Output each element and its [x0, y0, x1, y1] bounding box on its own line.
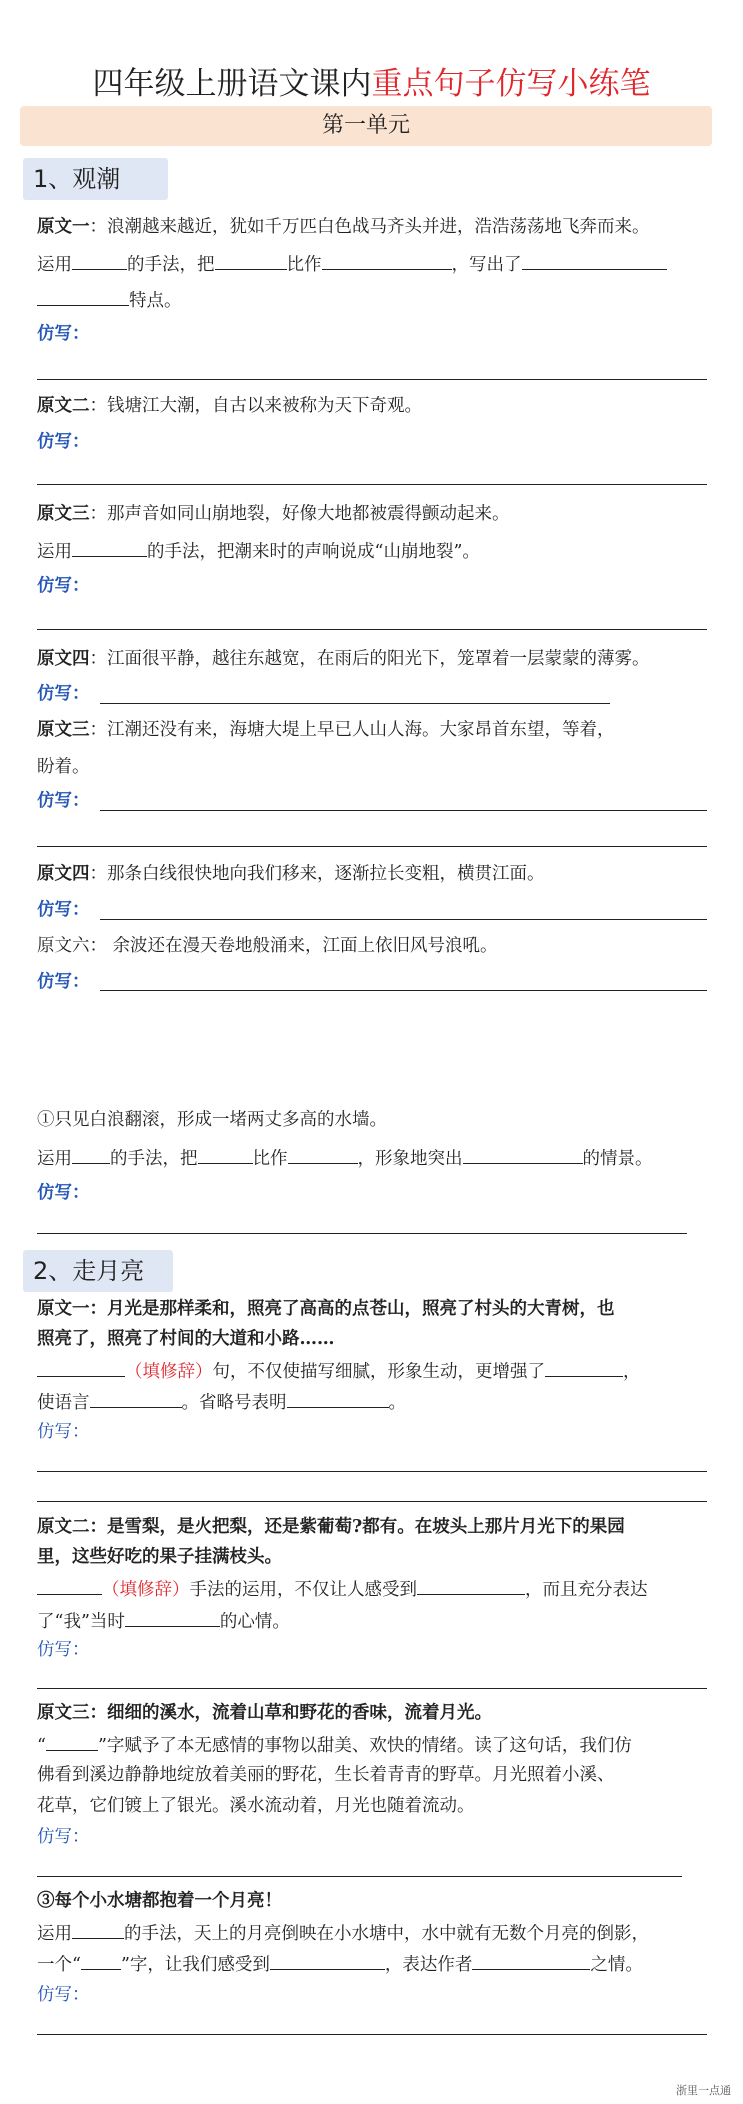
- fill-blank[interactable]: [37, 1576, 102, 1595]
- rhetoric-hint: （填修辞）: [125, 1362, 213, 1382]
- imitate-label: 仿写：: [37, 1183, 90, 1203]
- imitate-label: 仿写：: [37, 1422, 90, 1442]
- fill-blank[interactable]: [288, 1145, 358, 1164]
- source-text-s2-3: 原文三：细细的溪水，流着山草和野花的香味，流着月光。: [37, 1703, 492, 1723]
- footer-watermark: 浙里一点通: [676, 2084, 731, 2097]
- rhetoric-hint: （填修辞）: [102, 1580, 190, 1600]
- question-s2-3-line3: 花草，它们镀上了银光。溪水流动着，月光也随着流动。: [37, 1796, 475, 1816]
- fill-blank[interactable]: [81, 1951, 121, 1970]
- writing-line[interactable]: [37, 379, 707, 380]
- fill-blank[interactable]: [37, 1358, 125, 1377]
- fill-blank[interactable]: [270, 1951, 385, 1970]
- question-s2-2-cont: 了“我”当时 的心情。: [37, 1608, 737, 1634]
- question-3: 运用 的手法，把潮来时的声响说成“山崩地裂”。: [37, 538, 737, 564]
- writing-line[interactable]: [37, 2034, 707, 2035]
- page-title: 四年级上册语文课内重点句子仿写小练笔: [92, 66, 651, 102]
- writing-line[interactable]: [100, 703, 610, 704]
- fill-blank[interactable]: [463, 1145, 583, 1164]
- fill-blank[interactable]: [72, 1920, 124, 1939]
- writing-line[interactable]: [100, 990, 707, 991]
- source-text-2: 原文二：钱塘江大潮，自古以来被称为天下奇观。: [37, 396, 422, 416]
- fill-blank[interactable]: [125, 1608, 220, 1627]
- imitate-label: 仿写：: [37, 576, 90, 596]
- fill-blank[interactable]: [287, 1389, 389, 1408]
- imitate-label: 仿写：: [37, 324, 90, 344]
- title-highlight: 重点句子仿写小练笔: [371, 66, 651, 102]
- writing-line[interactable]: [37, 1471, 707, 1472]
- question-s2-4: 运用 的手法，天上的月亮倒映在小水塘中，水中就有无数个月亮的倒影，: [37, 1920, 737, 1946]
- source-text-4: 原文四：江面很平静，越往东越宽，在雨后的阳光下，笼罩着一层蒙蒙的薄雾。: [37, 649, 650, 669]
- source-text-3: 原文三：那声音如同山崩地裂，好像大地都被震得颤动起来。: [37, 504, 510, 524]
- writing-line[interactable]: [100, 810, 707, 811]
- writing-line[interactable]: [37, 1233, 687, 1234]
- source-text-1: 原文一：浪潮越来越近，犹如千万匹白色战马齐头并进，浩浩荡荡地飞奔而来。: [37, 217, 650, 237]
- source-text-s2-1-cont: 照亮了，照亮了村间的大道和小路……: [37, 1329, 335, 1349]
- question-s2-1: （填修辞）句，不仅使描写细腻，形象生动，更增强了 ，: [37, 1358, 737, 1384]
- question-s2-4-cont: 一个“ ”字，让我们感受到 ，表达作者 之情。: [37, 1951, 737, 1977]
- source-text-s2-2-cont: 里，这些好吃的果子挂满枝头。: [37, 1547, 282, 1567]
- fill-blank[interactable]: [46, 1732, 98, 1751]
- section-heading-guanchao: 1、观潮: [23, 158, 168, 200]
- question-s2-3: “ ”字赋予了本无感情的事物以甜美、欢快的情绪。读了这句话，我们仿: [37, 1732, 737, 1758]
- question-8: 运用 的手法，把 比作 ，形象地突出 的情景。: [37, 1145, 737, 1171]
- imitate-label: 仿写：: [37, 684, 90, 704]
- imitate-label: 仿写：: [37, 791, 90, 811]
- writing-line[interactable]: [37, 1501, 707, 1502]
- source-text-6: 原文四：那条白线很快地向我们移来，逐渐拉长变粗，横贯江面。: [37, 864, 545, 884]
- fill-blank[interactable]: [90, 1389, 182, 1408]
- fill-blank[interactable]: [72, 538, 147, 557]
- fill-blank[interactable]: [198, 1145, 253, 1164]
- imitate-label: 仿写：: [37, 1827, 90, 1847]
- writing-line[interactable]: [100, 919, 707, 920]
- fill-blank[interactable]: [37, 287, 129, 306]
- fill-blank[interactable]: [472, 1951, 590, 1970]
- imitate-label: 仿写：: [37, 972, 90, 992]
- question-s2-1-cont: 使语言 。省略号表明 。: [37, 1389, 737, 1415]
- question-s2-2: （填修辞）手法的运用，不仅让人感受到 ，而且充分表达: [37, 1576, 737, 1602]
- fill-blank[interactable]: [72, 251, 127, 270]
- imitate-label: 仿写：: [37, 1640, 90, 1660]
- source-text-5: 原文三：江潮还没有来，海塘大堤上早已人山人海。大家昂首东望，等着，: [37, 720, 615, 740]
- writing-line[interactable]: [37, 846, 707, 847]
- unit-banner: 第一单元: [20, 106, 712, 146]
- source-text-s2-4: ③每个小水塘都抱着一个月亮！: [37, 1891, 282, 1911]
- fill-blank[interactable]: [522, 251, 667, 270]
- source-text-s2-2: 原文二：是雪梨，是火把梨，还是紫葡萄?都有。在坡头上那片月光下的果园: [37, 1517, 625, 1537]
- imitate-label: 仿写：: [37, 900, 90, 920]
- question-s2-3-line2: 佛看到溪边静静地绽放着美丽的野花，生长着青青的野草。月光照着小溪、: [37, 1765, 615, 1785]
- fill-blank[interactable]: [215, 251, 287, 270]
- source-text-s2-1: 原文一：月光是那样柔和，照亮了高高的点苍山，照亮了村头的大青树，也: [37, 1299, 615, 1319]
- source-text-5-cont: 盼着。: [37, 757, 90, 777]
- imitate-label: 仿写：: [37, 1985, 90, 2005]
- writing-line[interactable]: [37, 1688, 707, 1689]
- question-1: 运用 的手法，把 比作 ，写出了: [37, 251, 737, 277]
- writing-line[interactable]: [37, 1876, 682, 1877]
- question-1-cont: 特点。: [37, 287, 737, 313]
- writing-line[interactable]: [37, 629, 707, 630]
- source-text-8: ①只见白浪翻滚，形成一堵两丈多高的水墙。: [37, 1110, 387, 1130]
- section-heading-zouyueliang: 2、走月亮: [23, 1250, 173, 1292]
- fill-blank[interactable]: [322, 251, 452, 270]
- fill-blank[interactable]: [417, 1576, 525, 1595]
- fill-blank[interactable]: [72, 1145, 110, 1164]
- source-text-7: 原文六： 余波还在漫天卷地般涌来，江面上依旧风号浪吼。: [37, 936, 498, 956]
- imitate-label: 仿写：: [37, 432, 90, 452]
- writing-line[interactable]: [37, 484, 707, 485]
- fill-blank[interactable]: [545, 1358, 623, 1377]
